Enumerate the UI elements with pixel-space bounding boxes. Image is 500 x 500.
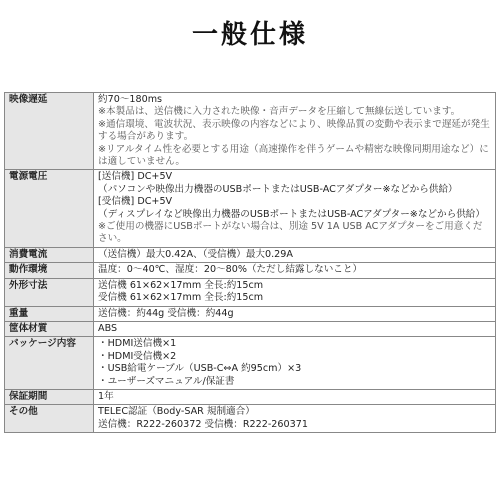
table-row	[5, 170, 496, 247]
value-line: ・HDMI送信機×1	[98, 338, 177, 350]
spec-table	[4, 92, 496, 433]
row-value	[94, 337, 496, 390]
row-value	[94, 321, 496, 336]
value-line: 温度：0～40℃、湿度：20～80%（ただし結露しないこと）	[98, 264, 363, 276]
value-line: 1年	[98, 390, 114, 402]
value-line: 約70～180ms	[98, 94, 163, 105]
table-row	[5, 306, 496, 321]
value-line: 受信機 61×62×17mm 全長:約15cm	[98, 292, 264, 304]
row-value	[94, 306, 496, 321]
row-label: 動作環境	[5, 263, 94, 278]
row-value	[94, 405, 496, 433]
row-value	[94, 93, 496, 170]
row-label: 保証期間	[5, 389, 94, 404]
row-label: 外形寸法	[5, 278, 94, 306]
row-value	[94, 389, 496, 404]
value-line: 送信機：R222-260372 受信機：R222-260371	[98, 418, 308, 430]
value-line: TELEC認証（Body-SAR 規制適合）	[98, 406, 255, 418]
value-line: ・USB給電ケーブル（USB-C⇔A 約95cm）×3	[98, 363, 302, 375]
value-line: （送信機）最大0.42A、（受信機）最大0.29A	[98, 248, 293, 260]
row-label: 電源電圧	[5, 170, 94, 247]
row-label: 消費電流	[5, 247, 94, 262]
value-line: ABS	[98, 322, 118, 334]
row-label: その他	[5, 405, 94, 433]
value-note: ※リアルタイム性を必要とする用途（高速操作を伴うゲームや精密な映像同期用途など）には適していません。	[98, 143, 489, 168]
value-note: ※ご使用の機器にUSBポートがない場合は、別途 5V 1A USB ACアダプターをご用意ください。	[98, 221, 483, 245]
value-line: [受信機] DC+5V	[98, 196, 173, 208]
value-line: ・HDMI受信機×2	[98, 350, 177, 362]
value-line: [送信機] DC+5V	[98, 171, 173, 183]
table-row	[5, 263, 496, 278]
table-row	[5, 247, 496, 262]
row-label: パッケージ内容	[5, 337, 94, 390]
table-row	[5, 321, 496, 336]
table-row	[5, 389, 496, 404]
value-note: ※本製品は、送信機に入力された映像・音声データを圧縮して無線伝送しています。	[98, 106, 461, 118]
row-value	[94, 278, 496, 306]
value-line: 送信機：約44g 受信機：約44g	[98, 307, 234, 319]
table-row	[5, 405, 496, 433]
row-label: 筐体材質	[5, 321, 94, 336]
row-value	[94, 170, 496, 247]
value-line: （ディスプレイなど映像出力機器のUSBポートまたはUSB-ACアダプター※などから供給）	[98, 208, 485, 220]
value-note: ※通信環境、電波状況、表示映像の内容などにより、映像品質の変動や表示まで遅延が発生する場合があります。	[98, 118, 490, 143]
row-label: 映像遅延	[5, 93, 94, 170]
value-line: （パソコンや映像出力機器のUSBポートまたはUSB-ACアダプター※などから供給）	[98, 183, 458, 195]
value-line: 送信機 61×62×17mm 全長:約15cm	[98, 279, 264, 291]
row-value	[94, 247, 496, 262]
table-row	[5, 337, 496, 390]
page-title: 一般仕様	[191, 20, 308, 50]
table-row	[5, 278, 496, 306]
value-line: ・ユーザーズマニュアル/保証書	[98, 375, 235, 387]
table-row	[5, 93, 496, 170]
row-label: 重量	[5, 306, 94, 321]
row-value	[94, 263, 496, 278]
